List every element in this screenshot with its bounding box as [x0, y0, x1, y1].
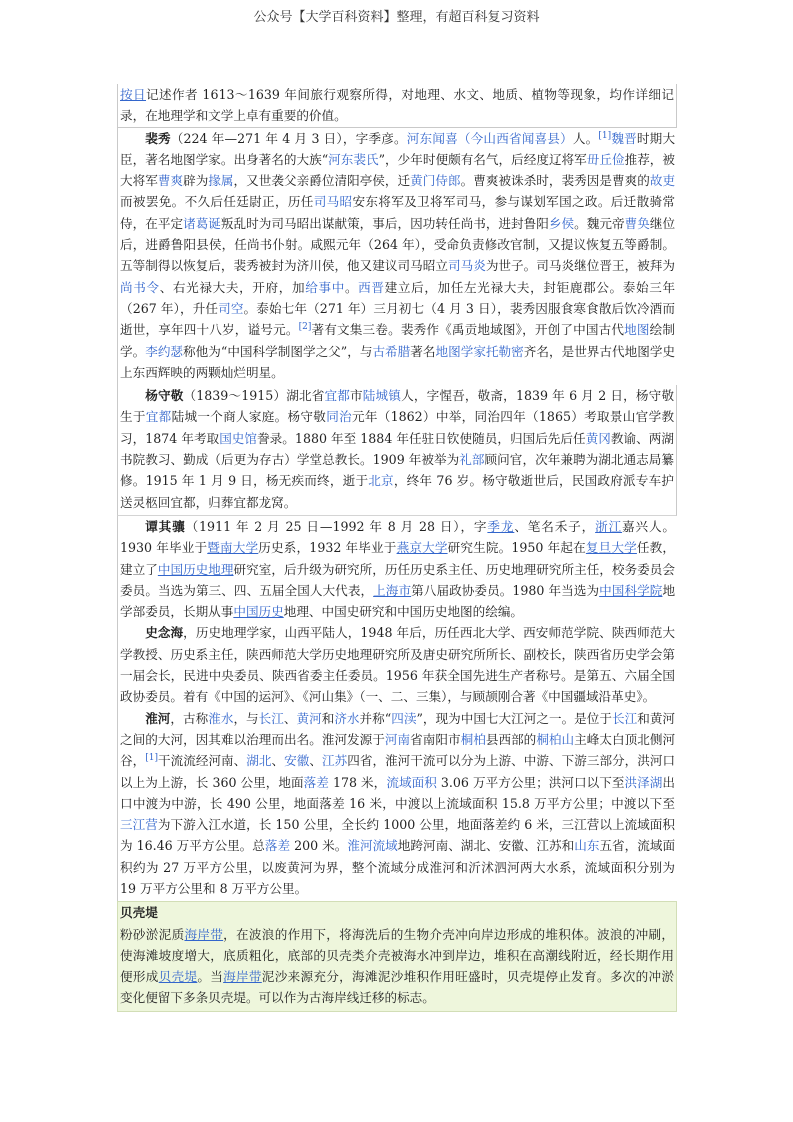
link-li-yuese[interactable]: 李约瑟 [145, 343, 184, 359]
link-huangmen-shilang[interactable]: 黄门侍郎 [410, 173, 461, 189]
link-gu-xila[interactable]: 古希腊 [372, 343, 411, 359]
link-changjiang[interactable]: 长江 [258, 710, 284, 726]
link-tuolemi[interactable]: 托勒密 [485, 343, 524, 359]
link-weijin[interactable]: 魏晋 [611, 130, 637, 146]
entry-title: 裴秀 [145, 130, 171, 146]
link-huaishui[interactable]: 淮水 [208, 710, 234, 726]
link-sima-yan[interactable]: 司马炎 [447, 258, 486, 274]
link-jilong[interactable]: 季龙 [487, 518, 515, 534]
page-header: 公众号【大学百科资料】整理，有超百科复习资料 [253, 10, 540, 25]
link-guoshiguan[interactable]: 国史馆 [219, 430, 258, 446]
link-jishui[interactable]: 济水 [334, 710, 360, 726]
link-zhuge-dan[interactable]: 诸葛诞 [183, 215, 221, 231]
link-ditu[interactable]: 地图 [624, 322, 650, 338]
link-cao-shuang[interactable]: 曹爽 [157, 173, 184, 189]
link-luchengzhen[interactable]: 陆城镇 [362, 388, 402, 404]
link-luocha[interactable]: 落差 [303, 774, 329, 790]
link-huanghe[interactable]: 黄河 [296, 710, 322, 726]
link-anhui[interactable]: 安徽 [284, 753, 310, 769]
link-shangshu-ling[interactable]: 尚书令 [120, 279, 160, 295]
link-yidu[interactable]: 宜都 [324, 388, 351, 404]
link-haiandai-2[interactable]: 海岸带 [223, 969, 262, 985]
section-pei-xiu: 裴秀（224 年—271 年 4 月 3 日），字季彦。河东闻喜（今山西省闻喜县）人。[1]魏晋时期大臣，著名地图学家。出身著名的大族“河东裴氏”，少年时便颇有名气，后经度辽将军毌丘俭推荐，被大将军曹爽辟为掾属，又世袭父亲爵位清阳亭侯，迁黄门侍郎。曹爽被诛杀时，裴秀因是曹爽的故吏而被罢免。不久后任廷尉正，历任司马昭安东将军及卫将军司马，参与谋划军国之政。后迁散骑常侍，在平定诸葛诞叛乱时为司马昭出谋献策，事后，因功转任尚书，进封鲁阳乡侯。魏元帝曹奂继位后，进爵鲁阳县侯，任尚书仆射。咸熙元年（264 年），受命负责修改官制，又提议恢复五等爵制。五等制得以恢复后，裴秀被封为济川侯，他又建议司马昭立司马炎为世子。司马炎继位晋王，被拜为尚书令、右光禄大夫，开府，加给事中。西晋建立后，加任左光禄大夫，封钜鹿郡公。泰始三年（267 年），升任司空。泰始七年（271 年）三月初七（4 月 3 日），裴秀因服食寒食散后饮冷酒而逝世，享年四十八岁，谥号元。[2]著有文集三卷。裴秀作《禹贡地域图》，开创了中国古代地图绘制学。李约瑟称他为“中国科学制图学之父”，与古希腊著名地图学家托勒密齐名，是世界古代地图学史上东西辉映的两颗灿烂明星。 [117, 128, 677, 386]
link-hedong-peishi[interactable]: 河东裴氏 [328, 151, 379, 167]
link-haiandai[interactable]: 海岸带 [184, 926, 224, 942]
reference-mark[interactable]: [1] [145, 753, 158, 764]
reference-mark[interactable]: [2] [298, 322, 312, 333]
entry-title: 史念海 [145, 625, 184, 641]
link-cao-huan[interactable]: 曹奂 [624, 215, 650, 231]
section-tan-qixiang: 谭其骧（1911 年 2 月 25 日—1992 年 8 月 28 日），字季龙、笔名禾子，浙江嘉兴人。1930 年毕业于暨南大学历史系，1932 年毕业于燕京大学研究生院。1950 年起在复旦大学任教，建立了中国历史地理研究室，后升级为研究所，历任历史系主任、历史地理研究所主任，校务委员会委员。当选为第三、四、五届全国人大代表，上海市第八届政协委员。1980 年当选为中国科学院地学部委员，长期从事中国历史地理、中国史研究和中国历史地图的绘编。 史念海，历史地理学家，山西平陆人，1948 年后，历任西北大学、西安师范学院、陕西师范大学教授、历史系主任，陕西师范大学历史地理研究所及唐史研究所所长、副校长，陕西省历史学会第一届会长，民进中央委员、陕西省委主任委员。1956 年获全国先进生产者称号。是第五、六届全国政协委员。着有《中国的运河》、《河山集》（一、二、三集），与顾颉刚合著《中国疆域沿革史》。 淮河，古称淮水，与长江、黄河和济水并称“四渎”，现为中国七大江河之一。是位于长江和黄河之间的大河，因其难以治理而出名。淮河发源于河南省南阳市桐柏县西部的桐柏山主峰太白顶北侧河谷，[1]干流流经河南、湖北、安徽、江苏四省，淮河干流可以分为上游、中游、下游三部分，洪河口以上为上游，长 360 公里，地面落差 178 米，流域面积 3.06 万平方公里；洪河口以下至洪泽湖出口中渡为中游，长 490 公里，地面落差 16 米，中渡以上流域面积 15.8 万平方公里；中渡以下至三江营为下游入江水道，长 150 公里，全长约 1000 公里，地面落差约 6 米，三江营以上流域面积为 16.46 万平方公里。总落差 200 米。淮河流域地跨河南、湖北、安徽、江苏和山东五省，流域面积约为 27 万平方公里，以废黄河为界，整个流域分成淮河和沂沭泗河两大水系，流域面积分别为 19 万平方公里和 8 万平方公里。 [117, 516, 677, 901]
section-xu-xiake: 按日记述作者 1613～1639 年间旅行观察所得，对地理、水文、地质、植物等现象，均作详细记录，在地理学和文学上卓有重要的价值。 [117, 84, 677, 128]
link-sidu[interactable]: 四渎 [391, 710, 417, 726]
link-beijing[interactable]: 北京 [368, 473, 394, 489]
link-sikong[interactable]: 司空 [218, 300, 244, 316]
reference-mark[interactable]: [1] [598, 130, 612, 141]
link-jishizhong[interactable]: 给事中 [305, 279, 345, 295]
link-yidu-2[interactable]: 宜都 [145, 409, 172, 425]
link-ditu-xuejia[interactable]: 地图学家 [435, 343, 486, 359]
link-beikedi[interactable]: 贝壳堤 [158, 969, 198, 985]
link-zhongguo-lishi-dili[interactable]: 中国历史地理 [157, 561, 234, 577]
link-hongzehu[interactable]: 洪泽湖 [624, 774, 663, 790]
section-yang-shoujing: 杨守敬（1839～1915）湖北省宜都市陆城镇人，字惺吾，敬斋，1839 年 6 月 2 日，杨守敬生于宜都陆城一个商人家庭。杨守敬同治元年（1862）中举，同治四年（1865）考取景山官学教习，1874 年考取国史馆誊录。1880 年至 1884 年任驻日钦使随员，归国后先后任黄冈教谕、两湖书院教习、勤成（后更为存古）学堂总教长。1909 年被举为礼部顾问官，次年兼聘为湖北通志局纂修。1915 年 1 月 9 日，杨无疾而终，逝于北京，终年 76 岁。杨守敬逝世后，民国政府派专车护送灵柩回宜都，归葬宜都龙窝。 [117, 385, 677, 516]
link-sanjiangying[interactable]: 三江营 [120, 817, 158, 833]
link-fudan-daxue[interactable]: 复旦大学 [585, 540, 637, 556]
link-jinan-daxue[interactable]: 暨南大学 [207, 540, 259, 556]
document-body [117, 84, 677, 1012]
link-henan[interactable]: 河南 [384, 731, 411, 747]
link-changjiang-2[interactable]: 长江 [612, 710, 638, 726]
link-huaihe-liuyu[interactable]: 淮河流域 [347, 838, 398, 854]
entry-title: 杨守敬 [145, 388, 184, 404]
link-tongzhi[interactable]: 同治 [326, 409, 352, 425]
link-tongbai[interactable]: 桐柏 [460, 731, 486, 747]
link-jiangsu[interactable]: 江苏 [322, 753, 348, 769]
link-hubei[interactable]: 湖北 [246, 753, 272, 769]
link-tongbaishan[interactable]: 桐柏山 [536, 731, 575, 747]
link-libu[interactable]: 礼部 [459, 452, 485, 468]
link-guanqiu-jian[interactable]: 毌丘俭 [586, 151, 625, 167]
section-beikedi: 贝壳堤 粉砂淤泥质海岸带，在波浪的作用下，将海洗后的生物介壳冲向岸边形成的堆积体。波浪的冲刷，使海滩坡度增大，底质粗化，底部的贝壳类介壳被海水冲到岸边，堆积在高潮线附近，经长期作用便形成贝壳堤。当海岸带泥沙来源充分，海滩泥沙堆积作用旺盛时，贝壳堤停止发育。多次的冲淤变化便留下多条贝壳堤。可以作为古海岸线迁移的标志。 [117, 901, 677, 1011]
link-guli[interactable]: 故吏 [649, 173, 676, 189]
section-heading: 贝壳堤 [120, 905, 158, 921]
link-shandong[interactable]: 山东 [574, 838, 600, 854]
entry-title: 淮河 [145, 710, 171, 726]
link-zhongguo-lishi[interactable]: 中国历史 [233, 604, 284, 620]
link-yuanshu[interactable]: 掾属 [208, 173, 234, 189]
link-shanghai[interactable]: 上海市 [373, 582, 412, 598]
link-zhongguo-kexueyuan[interactable]: 中国科学院 [599, 582, 663, 598]
link-xianghou[interactable]: 乡侯 [548, 215, 575, 231]
entry-title: 谭其骧 [145, 518, 186, 534]
link-liuyu-mianji[interactable]: 流域面积 [386, 774, 437, 790]
link-sima-zhao[interactable]: 司马昭 [313, 194, 353, 210]
link-an-ri[interactable]: 按日 [120, 87, 147, 102]
link-zhejiang[interactable]: 浙江 [595, 518, 623, 534]
link-luocha-2[interactable]: 落差 [264, 838, 291, 854]
link-hedong-wenxi[interactable]: 河东闻喜（今山西省闻喜县） [406, 130, 573, 146]
link-yanjing-daxue[interactable]: 燕京大学 [396, 540, 448, 556]
link-huanggang[interactable]: 黄冈 [585, 430, 611, 446]
link-xijin[interactable]: 西晋 [358, 279, 385, 295]
